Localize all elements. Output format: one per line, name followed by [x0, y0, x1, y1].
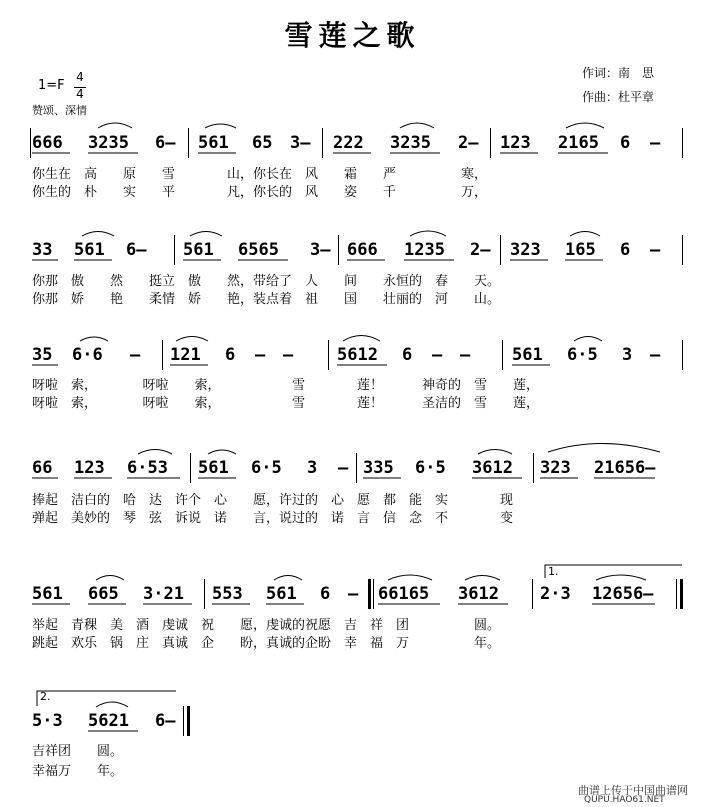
lyrics-verse-2: 你那 娇 艳 柔情 娇 艳，装点着 祖 国 壮丽的 河 山。 [32, 292, 501, 307]
lyrics-verse-2: 跳起 欢乐 锅 庄 真诚 企 盼，真诚的企盼 幸 福 万 年。 [32, 636, 501, 651]
note-group: 6·5 [251, 458, 282, 478]
note-group: 2– [458, 133, 479, 153]
volta-bracket [545, 565, 682, 578]
note-group: 5·3 [32, 711, 63, 731]
note-group: 3612 [472, 458, 513, 478]
note-group: 6 [320, 584, 331, 604]
slur [400, 123, 434, 128]
slur [410, 231, 446, 236]
note-group: 3·21 [143, 584, 184, 604]
note-group: – [338, 458, 349, 478]
note-group: 3– [310, 240, 331, 260]
slur [274, 576, 302, 581]
key-signature: 1=F [38, 78, 65, 93]
note-group: 2·3 [540, 584, 571, 604]
note-group: 6·5 [415, 458, 446, 478]
slur [566, 123, 604, 128]
note-group: 6 [402, 345, 413, 365]
volta-bracket [37, 691, 176, 706]
slur [596, 575, 646, 580]
slur [548, 444, 660, 453]
note-group: 561 [32, 584, 63, 604]
note-group: – [432, 345, 443, 365]
note-group: 666 [347, 240, 378, 260]
note-group: 2165 [558, 133, 599, 153]
lyrics-verse-2: 呀啦 索， 呀啦 索， 雪 莲！ 圣洁的 雪 莲， [32, 396, 540, 411]
note-group: 6565 [238, 240, 279, 260]
slur [388, 575, 432, 580]
note-group: 66 [32, 458, 53, 478]
note-group: 3612 [458, 584, 499, 604]
composer-credit: 作曲：杜平章 [582, 90, 655, 104]
slur [574, 337, 602, 342]
note-group: 6·6 [72, 345, 103, 365]
note-group: – [650, 240, 661, 260]
note-group: 665 [88, 584, 119, 604]
tempo-marking: 赞颂、深情 [32, 104, 87, 117]
note-group: 6 [620, 133, 631, 153]
note-group: 123 [500, 133, 531, 153]
lyrics-verse-1: 呀啦 索， 呀啦 索， 雪 莲！ 神奇的 雪 莲， [32, 378, 540, 393]
slur [343, 336, 380, 342]
note-group: – [283, 345, 294, 365]
note-group: 222 [333, 133, 364, 153]
note-group: 165 [565, 240, 596, 260]
note-group: 121 [170, 345, 201, 365]
note-group: – [255, 345, 266, 365]
volta-second: 2. [40, 690, 51, 703]
note-group: – [460, 345, 471, 365]
note-group: 323 [540, 458, 571, 478]
note-group: 35 [32, 345, 53, 365]
slur [98, 123, 132, 128]
note-group: 561 [266, 584, 297, 604]
note-group: 561 [198, 133, 229, 153]
note-group: 2– [470, 240, 491, 260]
note-group: – [650, 345, 661, 365]
note-group: 6– [155, 133, 176, 153]
lyrics-verse-2: 弹起 美妙的 琴 弦 诉说 诺 言，说过的 诺 言 信 念 不 变 [32, 511, 514, 526]
slur [465, 576, 500, 581]
lyrics-verse-2: 幸福万 年。 [32, 764, 124, 779]
note-group: 21656– [594, 458, 656, 478]
time-signature-bottom: 4 [76, 87, 84, 101]
lyrics-verse-1: 你那 傲 然 挺立 傲 然，带给了 人 间 永恒的 春 天。 [32, 274, 501, 289]
slur [82, 232, 114, 237]
time-signature-top: 4 [76, 70, 84, 84]
note-group: 323 [510, 240, 541, 260]
note-group: 6 [620, 240, 631, 260]
note-group: 12656– [592, 584, 654, 604]
note-group: 3 [307, 458, 318, 478]
lyrics-verse-1: 吉祥团 圆。 [32, 744, 124, 759]
note-group: 335 [363, 458, 394, 478]
lyrics-verse-1: 捧起 洁白的 哈 达 许个 心 愿，许过的 心 愿 都 能 实 现 [32, 493, 514, 508]
slur [190, 232, 222, 237]
footer-site-name: 曲谱上传于中国曲谱网 [578, 784, 688, 797]
note-group: 6 [225, 345, 236, 365]
note-group: 1235 [404, 240, 445, 260]
note-group: 3 [622, 345, 633, 365]
slur [208, 450, 236, 454]
note-group: 3– [290, 133, 311, 153]
note-group: 33 [32, 240, 53, 260]
lyrics-verse-1: 你生在 高 原 雪 山，你长在 风 霜 严 寒， [32, 167, 488, 182]
slur [176, 337, 208, 342]
note-group: 561 [183, 240, 214, 260]
note-group: 3235 [88, 133, 129, 153]
note-group: 3235 [390, 133, 431, 153]
slur [138, 450, 172, 455]
slur [205, 124, 236, 128]
lyricist-credit: 作词：南 思 [582, 66, 655, 80]
note-group: 666 [32, 133, 63, 153]
slur [570, 232, 600, 237]
note-group: 6– [155, 711, 176, 731]
note-group: – [130, 345, 141, 365]
slur [96, 576, 124, 581]
note-group: 5621 [88, 711, 129, 731]
slur [478, 450, 512, 455]
note-group: 66165 [378, 584, 430, 604]
slur [96, 702, 128, 707]
song-title: 雪莲之歌 [284, 19, 421, 52]
note-group: 123 [74, 458, 105, 478]
note-group: 561 [74, 240, 105, 260]
note-group: 65 [252, 133, 273, 153]
footer-site-url: QUPU.HAO61.NET [584, 795, 665, 805]
note-group: – [348, 584, 359, 604]
note-group: 6·5 [567, 345, 598, 365]
note-group: 561 [198, 458, 229, 478]
note-group: 553 [212, 584, 243, 604]
note-group: 5612 [337, 345, 378, 365]
volta-first: 1. [548, 565, 559, 578]
slur [80, 337, 108, 341]
note-group: – [650, 133, 661, 153]
lyrics-verse-2: 你生的 朴 实 平 凡，你长的 风 姿 千 万， [32, 185, 488, 200]
note-group: 561 [512, 345, 543, 365]
lyrics-verse-1: 举起 青稞 美 酒 虔诚 祝 愿，虔诚的祝愿 吉 祥 团 圆。 [32, 618, 501, 633]
note-group: 6·53 [127, 458, 168, 478]
note-group: 6– [126, 240, 147, 260]
